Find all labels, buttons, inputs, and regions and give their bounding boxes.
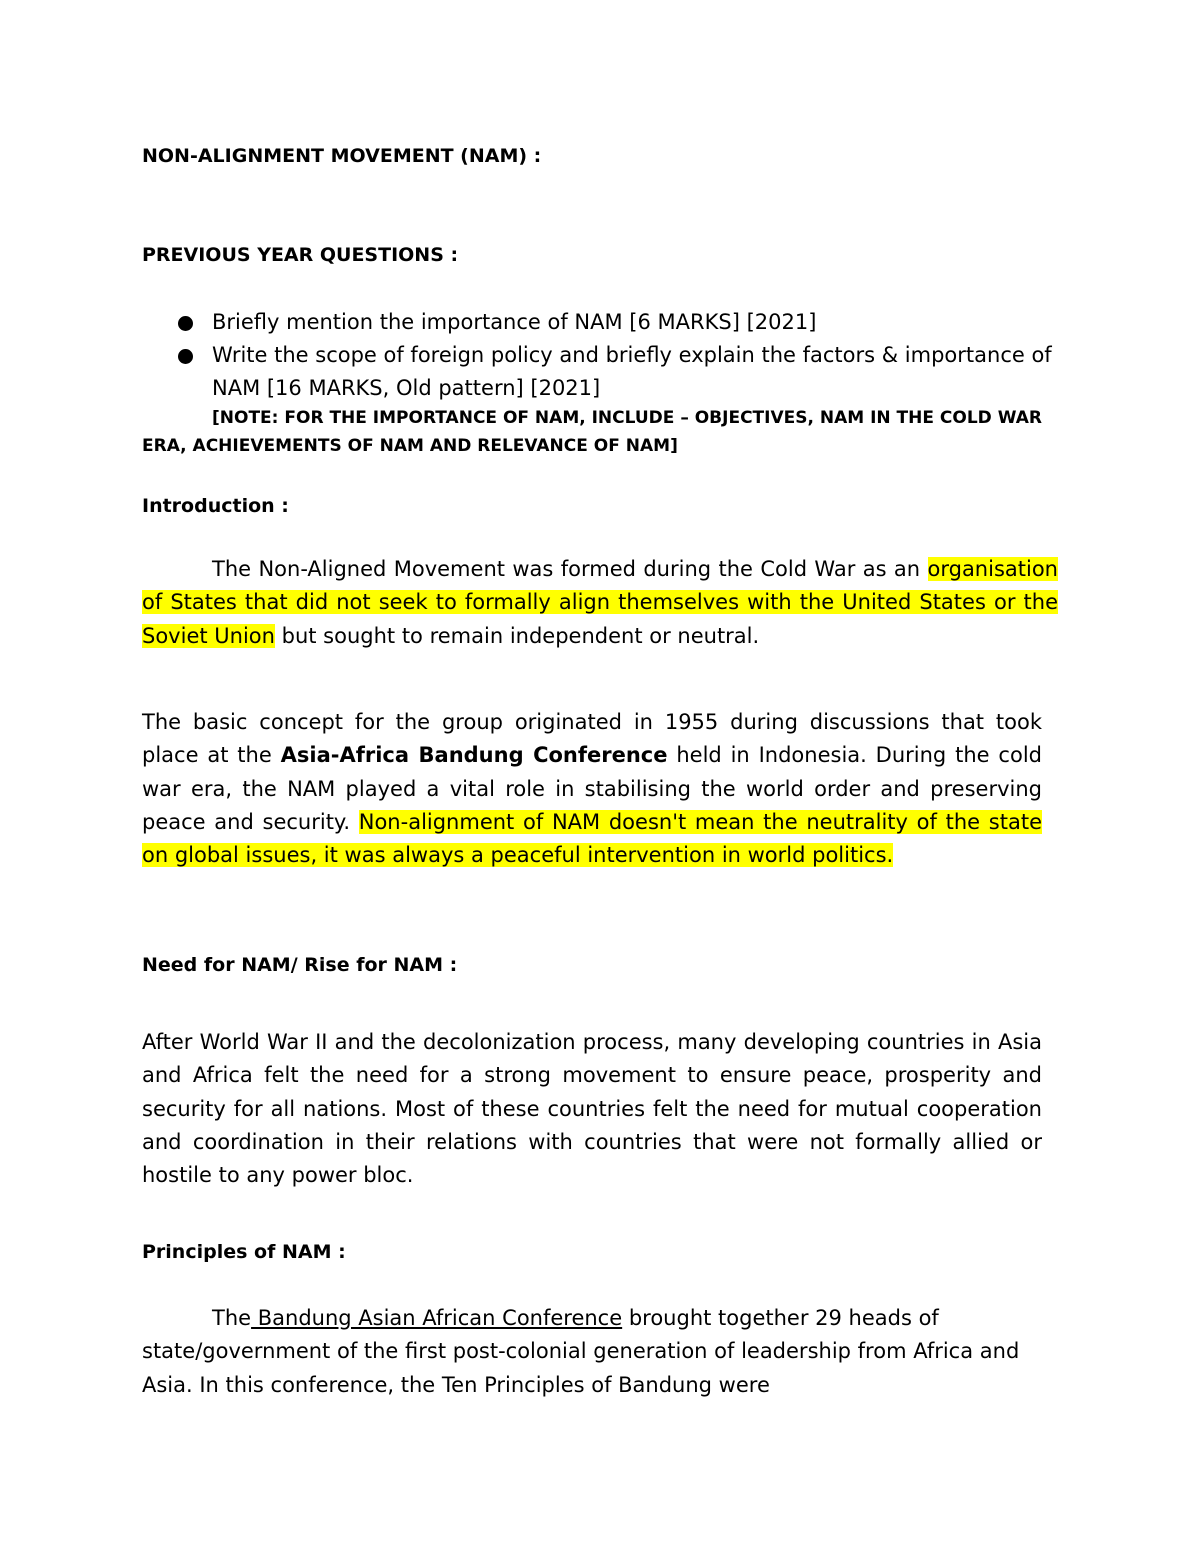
introduction-paragraph-1: The Non-Aligned Movement was formed during the Cold War as an organisation of States that did not seek to formally align themselves with the United States or the Soviet Union but sought to remain independent or neutral.: [142, 557, 1058, 648]
highlighted-text: Non-alignment of NAM doesn't mean the neutrality of the state on global issues, it was always a peaceful intervention in world politics.: [142, 809, 1042, 868]
principles-heading: Principles of NAM :: [142, 1241, 346, 1263]
list-item: Briefly mention the importance of NAM [6 MARKS] [2021]: [142, 306, 1058, 339]
need-heading: Need for NAM/ Rise for NAM :: [142, 954, 458, 976]
principles-paragraph: The Bandung Asian African Conference brought together 29 heads of state/government of the first post-colonial generation of leadership from Africa and Asia. In this conference, the Ten Principles of Bandung were: [142, 1306, 1020, 1397]
bullet-icon: [178, 316, 193, 331]
list-item: Write the scope of foreign policy and briefly explain the factors & importance of NAM [16 MARKS, Old pattern] [2021]: [142, 339, 1058, 405]
introduction-heading: Introduction :: [142, 495, 289, 517]
bullet-icon: [178, 349, 193, 364]
highlighted-text: organisation of States that did not seek to formally align themselves with the United States or the Soviet Union: [142, 557, 1058, 648]
bold-text: Asia-Africa Bandung Conference: [280, 743, 668, 768]
document-title: NON-ALIGNMENT MOVEMENT (NAM) :: [142, 145, 542, 167]
conference-link[interactable]: Bandung Asian African Conference: [251, 1306, 623, 1330]
need-paragraph: After World War II and the decolonization process, many developing countries in Asia and Africa felt the need for a strong movement to ensure peace, prosperity and security for all nations. Most of these countries felt the need for mutual cooperation and coordination in their relations with countries that were not formally allied or hostile to any power bloc.: [142, 1030, 1042, 1188]
introduction-paragraph-2: The basic concept for the group originated in 1955 during discussions that took place at the Asia-Africa Bandung Conference held in Indonesia. During the cold war era, the NAM played a vital role in stabilising the world order and preserving peace and security. Non-alignment of NAM doesn't mean the neutrality of the state on global issues, it was always a peaceful intervention in world politics.: [142, 710, 1042, 868]
pyq-list: [142, 306, 1058, 405]
pyq-note: [NOTE: FOR THE IMPORTANCE OF NAM, INCLUDE – OBJECTIVES, NAM IN THE COLD WAR ERA, ACHIEVEMENTS OF NAM AND RELEVANCE OF NAM]: [142, 408, 1042, 456]
pyq-heading: PREVIOUS YEAR QUESTIONS :: [142, 244, 459, 266]
